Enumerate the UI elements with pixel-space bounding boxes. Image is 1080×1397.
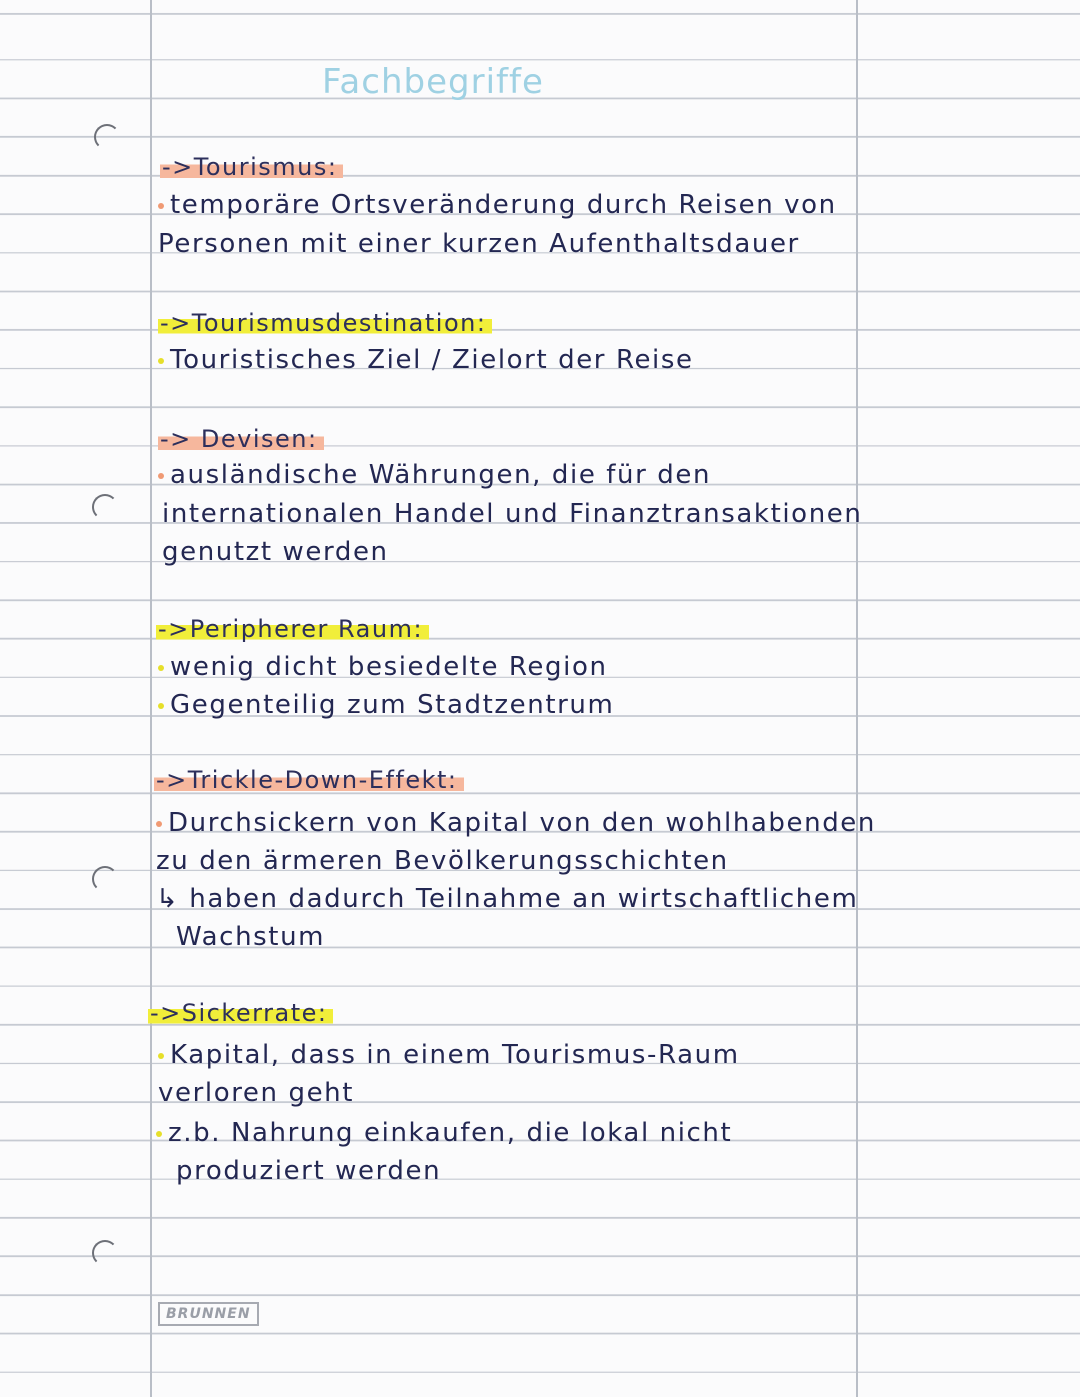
definition-line (158, 343, 694, 377)
brand-logo: BRUNNEN (158, 1302, 259, 1326)
definition-text: wenig dicht besiedelte Region (170, 652, 608, 682)
term-heading: ->Tourismusdestination: (158, 310, 492, 336)
punch-hole-mark (92, 866, 118, 892)
left-margin-line (150, 0, 152, 1397)
bullet-icon (156, 1131, 162, 1137)
term-heading: -> Devisen: (158, 426, 324, 452)
punch-hole-mark (94, 124, 120, 150)
definition-text: z.b. Nahrung einkaufen, die lokal nicht (168, 1118, 733, 1148)
definition-text: temporäre Ortsveränderung durch Reisen von (170, 190, 837, 220)
bullet-icon (158, 703, 164, 709)
term-heading: ->Trickle-Down-Effekt: (154, 767, 464, 793)
definition-text: Durchsickern von Kapital von den wohlhabenden (168, 808, 876, 838)
definition-line (158, 688, 614, 722)
definition-line (158, 650, 608, 684)
definition-line: ↳ haben dadurch Teilnahme an wirtschaftlichem (156, 884, 859, 914)
bullet-icon (158, 473, 164, 479)
term-heading: ->Peripherer Raum: (156, 616, 429, 642)
definition-line: verloren geht (158, 1078, 355, 1108)
definition-line (158, 188, 837, 222)
term-heading: ->Tourismus: (160, 154, 343, 180)
definition-line: zu den ärmeren Bevölkerungsschichten (156, 846, 729, 876)
term-heading: ->Sickerrate: (148, 1000, 333, 1026)
definition-line: Personen mit einer kurzen Aufenthaltsdauer (158, 229, 800, 259)
bullet-icon (158, 358, 164, 364)
definition-line (158, 458, 711, 492)
definition-text: Gegenteilig zum Stadtzentrum (170, 690, 615, 720)
definition-line (156, 1116, 732, 1150)
definition-text: Kapital, dass in einem Tourismus-Raum (170, 1040, 740, 1070)
definition-line (158, 1038, 740, 1072)
definition-text: Touristisches Ziel / Zielort der Reise (170, 345, 694, 375)
bullet-icon (158, 203, 164, 209)
punch-hole-mark (92, 1240, 118, 1266)
definition-line: produziert werden (176, 1156, 442, 1186)
definition-line: internationalen Handel und Finanztransaktionen (162, 499, 863, 529)
punch-hole-mark (92, 494, 118, 520)
definition-line: Wachstum (176, 922, 326, 952)
right-margin-line (856, 0, 858, 1397)
bullet-icon (158, 665, 164, 671)
definition-line (156, 806, 876, 840)
definition-text: ausländische Währungen, die für den (170, 460, 712, 490)
bullet-icon (156, 821, 162, 827)
bullet-icon (158, 1053, 164, 1059)
definition-line: genutzt werden (162, 537, 389, 567)
page-title: Fachbegriffe (322, 62, 544, 102)
